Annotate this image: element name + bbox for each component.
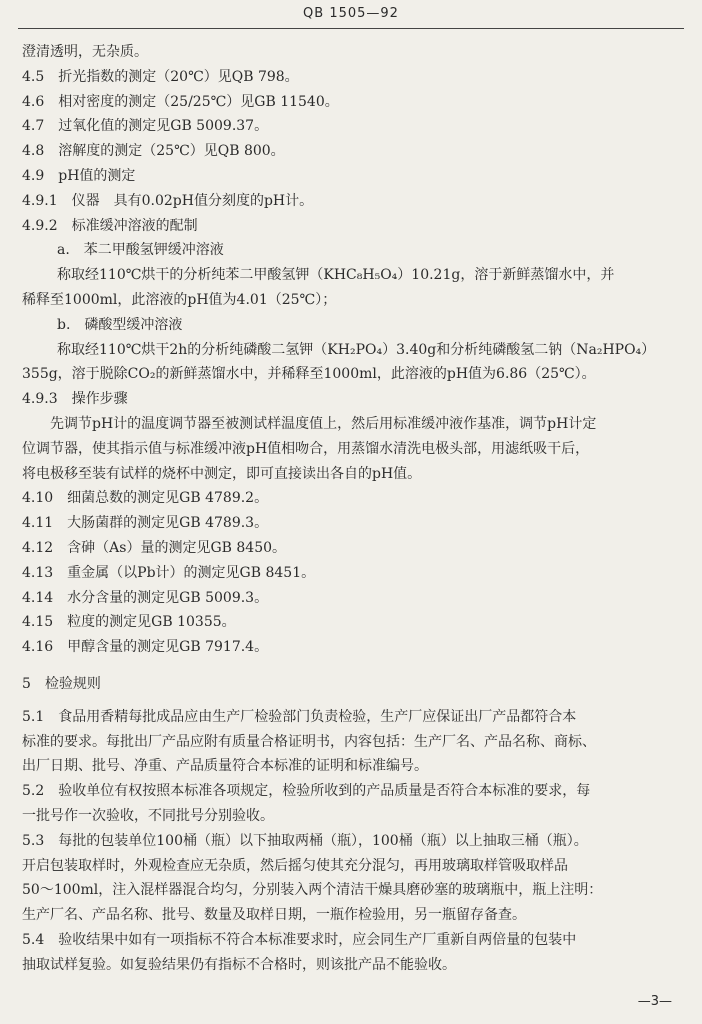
text-line: 位调节器，使其指示值与标准缓冲液pH值相吻合，用蒸馏水清洗电极头部，用滤纸吸干后， <box>22 440 590 457</box>
text-line: 标准的要求。每批出厂产品应附有质量合格证明书，内容包括：生产厂名、产品名称、商标、 <box>22 733 596 750</box>
clause-4-6: 4.6 相对密度的测定（25/25℃）见GB 11540。 <box>22 93 339 110</box>
clause-4-9-2: 4.9.2 标准缓冲溶液的配制 <box>22 217 198 234</box>
text-line: 355g，溶于脱除CO₂的新鲜蒸馏水中，并稀释至1000ml，此溶液的pH值为6.86（25℃）。 <box>22 366 596 383</box>
clause-4-15: 4.15 粒度的测定见GB 10355。 <box>22 614 236 631</box>
clause-4-13: 4.13 重金属（以Pb计）的测定见GB 8451。 <box>22 564 316 581</box>
clause-4-9-1: 4.9.1 仪器 具有0.02pH值分刻度的pH计。 <box>22 192 314 209</box>
page-header <box>0 0 702 28</box>
clause-5-3: 5.3 每批的包装单位100桶（瓶）以下抽取两桶（瓶），100桶（瓶）以上抽取三桶（瓶）。 <box>22 832 588 849</box>
clause-5-1: 5.1 食品用香精每批成品应由生产厂检验部门负责检验，生产厂应保证出厂产品都符合本 <box>22 708 577 725</box>
page-number: —3— <box>637 994 672 1009</box>
standard-number: QB 1505—92 <box>303 6 399 21</box>
clause-4-14: 4.14 水分含量的测定见GB 5009.3。 <box>22 589 269 606</box>
clause-4-11: 4.11 大肠菌群的测定见GB 4789.3。 <box>22 515 269 532</box>
clause-4-10: 4.10 细菌总数的测定见GB 4789.2。 <box>22 490 269 507</box>
text-line: 生产厂名、产品名称、批号、数量及取样日期，一瓶作检验用，另一瓶留存备查。 <box>22 907 526 924</box>
item-a-heading: a. 苯二甲酸氢钾缓冲溶液 <box>57 242 224 259</box>
clause-5-2: 5.2 验收单位有权按照本标准各项规定，检验所收到的产品质量是否符合本标准的要求，每 <box>22 783 591 800</box>
clause-4-12: 4.12 含砷（As）量的测定见GB 8450。 <box>22 539 287 556</box>
clause-4-8: 4.8 溶解度的测定（25℃）见QB 800。 <box>22 143 285 160</box>
item-b-heading: b. 磷酸型缓冲溶液 <box>57 316 183 333</box>
clause-4-7: 4.7 过氧化值的测定见GB 5009.37。 <box>22 118 269 135</box>
clause-5-4: 5.4 验收结果中如有一项指标不符合本标准要求时，应会同生产厂重新自两倍量的包装中 <box>22 931 577 948</box>
text-line: 将电极移至装有试样的烧杯中测定，即可直接读出各自的pH值。 <box>22 465 422 482</box>
text-line: 一批号作一次验收，不同批号分别验收。 <box>22 807 274 824</box>
clause-4-9-3: 4.9.3 操作步骤 <box>22 391 128 408</box>
text-line: 开启包装取样时，外观检查应无杂质，然后摇匀使其充分混匀，再用玻璃取样管吸取样品 <box>22 857 568 874</box>
clause-4-9: 4.9 pH值的测定 <box>22 167 136 184</box>
section-5-heading: 5 检验规则 <box>22 675 101 692</box>
text-line: 稀释至1000ml，此溶液的pH值为4.01（25℃）； <box>22 291 337 308</box>
text-line: 出厂日期、批号、净重、产品质量符合本标准的证明和标准编号。 <box>22 758 428 775</box>
clause-4-16: 4.16 甲醇含量的测定见GB 7917.4。 <box>22 639 269 656</box>
text-line: 称取经110℃烘干2h的分析纯磷酸二氢钾（KH₂PO₄）3.40g和分析纯磷酸氢二钠（Na₂HPO₄） <box>57 341 656 358</box>
clause-4-5: 4.5 折光指数的测定（20℃）见QB 798。 <box>22 68 299 85</box>
text-line: 50～100ml，注入混样器混合均匀，分别装入两个清洁干燥具磨砂塞的玻璃瓶中，瓶上注明： <box>22 882 603 899</box>
text-line: 抽取试样复验。如复验结果仍有指标不合格时，则该批产品不能验收。 <box>22 956 456 973</box>
text-line: 先调节pH计的温度调节器至被测试样温度值上，然后用标准缓冲液作基准，调节pH计定 <box>50 415 597 432</box>
header-rule <box>18 28 684 29</box>
text-line: 称取经110℃烘干的分析纯苯二甲酸氢钾（KHC₈H₅O₄）10.21g，溶于新鲜蒸馏水中，并 <box>57 267 615 284</box>
document-body <box>22 40 684 977</box>
text-line: 澄清透明，无杂质。 <box>22 44 148 60</box>
